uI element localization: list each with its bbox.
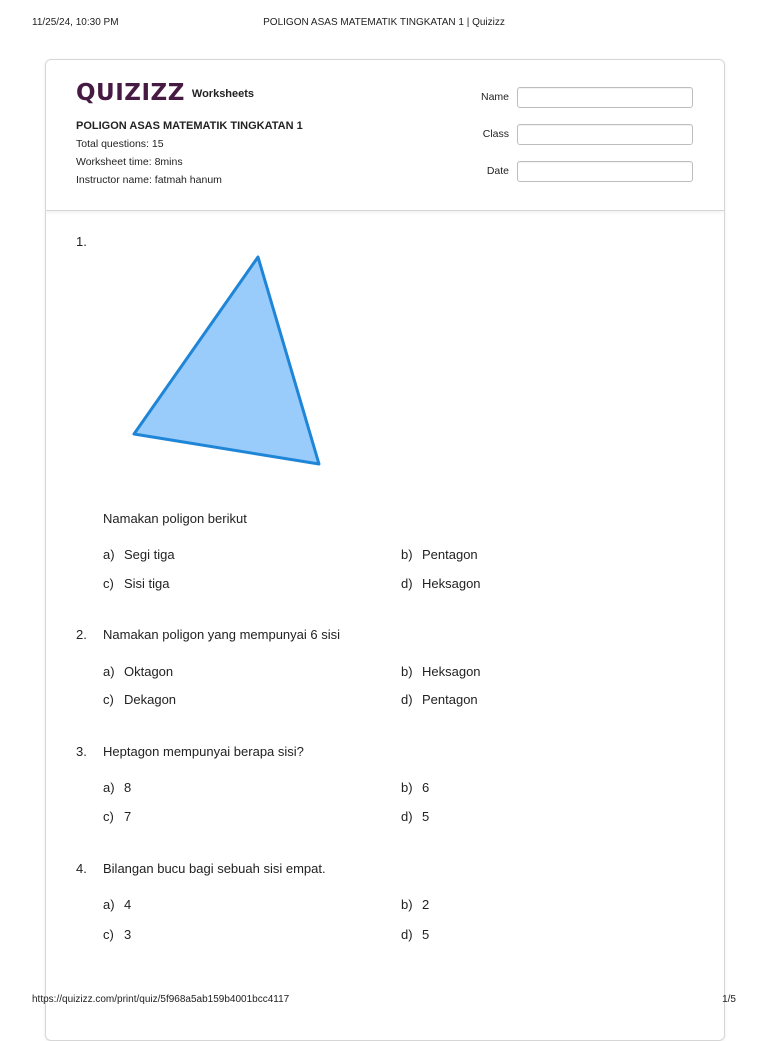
question-3-option-a bbox=[103, 780, 131, 795]
print-url[interactable]: https://quizizz.com/print/quiz/5f968a5ab159b4001bcc4117 bbox=[32, 994, 290, 1005]
worksheet-time: Worksheet time: 8mins bbox=[76, 156, 183, 168]
question-3-option-b bbox=[401, 780, 429, 795]
question-4-option-d bbox=[401, 927, 429, 942]
option-letter: b) bbox=[401, 547, 413, 562]
worksheet-title: POLIGON ASAS MATEMATIK TINGKATAN 1 bbox=[76, 120, 303, 132]
option-text: Pentagon bbox=[422, 547, 478, 562]
option-text: Sisi tiga bbox=[124, 576, 170, 591]
option-text: 3 bbox=[124, 927, 132, 942]
question-1-option-b bbox=[401, 547, 478, 562]
question-1-number: 1. bbox=[76, 234, 87, 249]
option-text: 6 bbox=[422, 780, 430, 795]
name-field[interactable] bbox=[517, 87, 693, 108]
option-letter: d) bbox=[401, 809, 413, 824]
date-field[interactable] bbox=[517, 161, 693, 182]
question-4-option-a bbox=[103, 897, 131, 912]
option-text: 8 bbox=[124, 780, 132, 795]
option-text: 5 bbox=[422, 809, 430, 824]
print-datetime: 11/25/24, 10:30 PM bbox=[32, 17, 119, 28]
question-2-text: Namakan poligon yang mempunyai 6 sisi bbox=[103, 627, 341, 642]
class-field[interactable] bbox=[517, 124, 693, 145]
triangle-shape bbox=[134, 257, 319, 464]
worksheet-header bbox=[46, 60, 724, 211]
question-4-option-c bbox=[103, 927, 131, 942]
question-3-option-c bbox=[103, 809, 131, 824]
question-2-option-d bbox=[401, 692, 478, 707]
class-label: Class bbox=[482, 128, 509, 140]
question-2-option-c bbox=[103, 692, 176, 707]
option-letter: a) bbox=[103, 664, 115, 679]
option-text: Pentagon bbox=[422, 692, 478, 707]
print-page-number: 1/5 bbox=[722, 994, 736, 1005]
option-letter: c) bbox=[103, 927, 114, 942]
option-letter: a) bbox=[103, 547, 115, 562]
option-letter: b) bbox=[401, 664, 413, 679]
option-text: Dekagon bbox=[124, 692, 177, 707]
option-text: 2 bbox=[422, 897, 430, 912]
question-4-text: Bilangan bucu bagi sebuah sisi empat. bbox=[103, 861, 326, 876]
logo-subtitle: Worksheets bbox=[191, 87, 255, 100]
option-letter: c) bbox=[103, 576, 114, 591]
option-letter: b) bbox=[401, 780, 413, 795]
instructor-name: Instructor name: fatmah hanum bbox=[76, 174, 222, 186]
print-page-title: POLIGON ASAS MATEMATIK TINGKATAN 1 | Quizizz bbox=[263, 17, 505, 28]
option-text: Heksagon bbox=[422, 664, 481, 679]
option-letter: d) bbox=[401, 692, 413, 707]
question-2-option-b bbox=[401, 664, 481, 679]
question-3-number: 3. bbox=[76, 744, 87, 759]
logo-wordmark: QUIZIZZ bbox=[76, 80, 185, 106]
option-letter: b) bbox=[401, 897, 413, 912]
total-questions: Total questions: 15 bbox=[76, 138, 164, 150]
option-letter: a) bbox=[103, 780, 115, 795]
option-text: 7 bbox=[124, 809, 132, 824]
question-1-option-a bbox=[103, 547, 175, 562]
option-text: Oktagon bbox=[124, 664, 174, 679]
question-3-option-d bbox=[401, 809, 429, 824]
option-letter: a) bbox=[103, 897, 115, 912]
question-1-option-c bbox=[103, 576, 170, 591]
option-text: Segi tiga bbox=[124, 547, 175, 562]
question-4-option-b bbox=[401, 897, 429, 912]
option-letter: c) bbox=[103, 809, 114, 824]
print-header bbox=[32, 17, 736, 31]
triangle-figure bbox=[128, 253, 328, 473]
name-label: Name bbox=[480, 91, 509, 103]
option-text: Heksagon bbox=[422, 576, 481, 591]
question-2-number: 2. bbox=[76, 627, 87, 642]
option-text: 5 bbox=[422, 927, 430, 942]
option-letter: d) bbox=[401, 927, 413, 942]
worksheet-card bbox=[45, 59, 725, 1041]
date-label: Date bbox=[486, 165, 509, 177]
question-3-text: Heptagon mempunyai berapa sisi? bbox=[103, 744, 304, 759]
print-footer bbox=[32, 994, 736, 1008]
quizizz-logo bbox=[76, 80, 254, 106]
question-4-number: 4. bbox=[76, 861, 87, 876]
question-1-option-d bbox=[401, 576, 481, 591]
question-2-option-a bbox=[103, 664, 173, 679]
option-text: 4 bbox=[124, 897, 132, 912]
question-1-text: Namakan poligon berikut bbox=[103, 511, 247, 526]
option-letter: d) bbox=[401, 576, 413, 591]
option-letter: c) bbox=[103, 692, 114, 707]
